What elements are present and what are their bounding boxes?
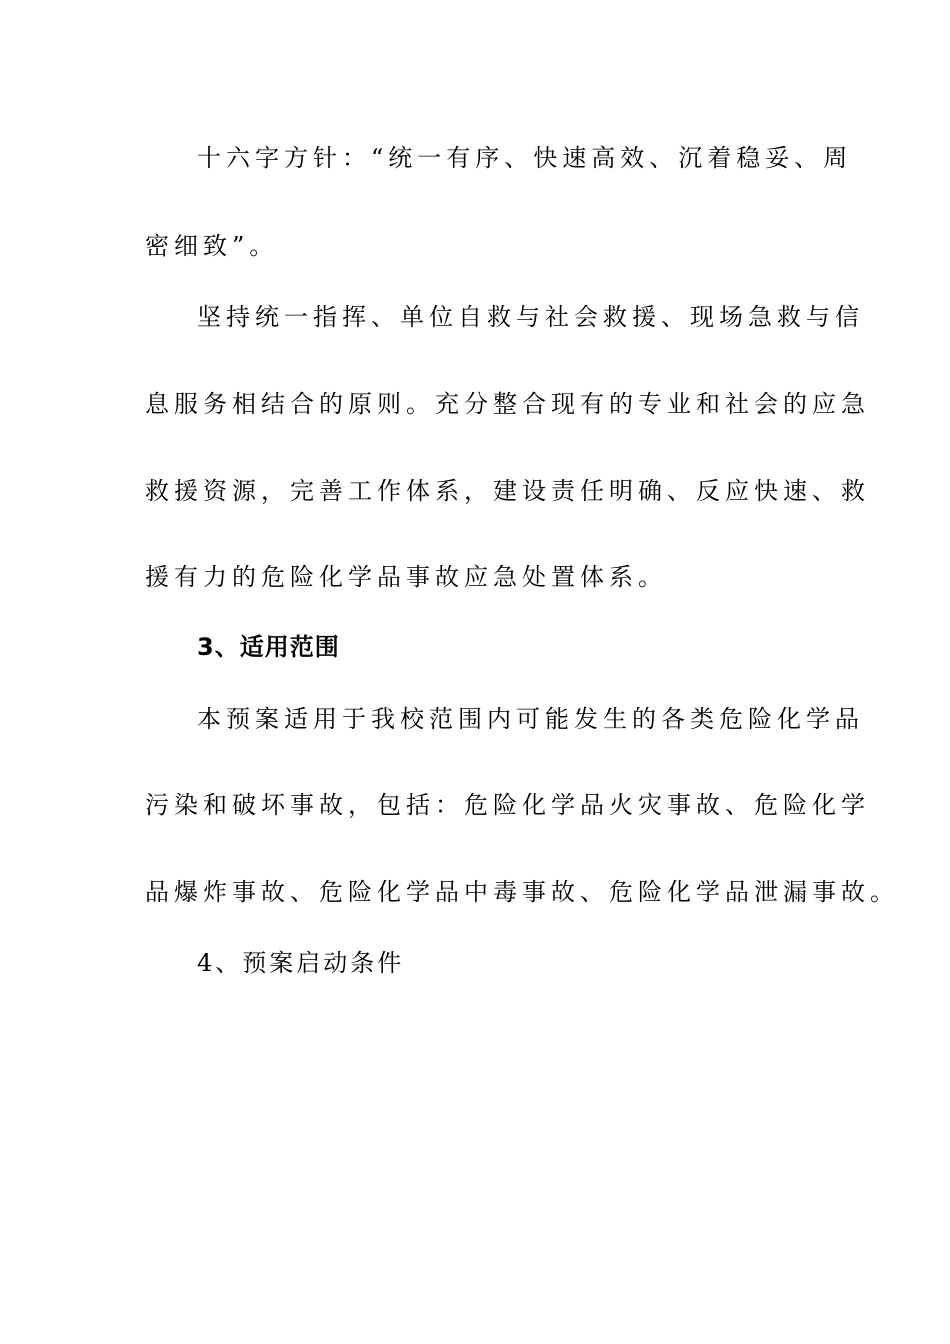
paragraph-principle-line-4: 援有力的危险化学品事故应急处置体系。: [145, 563, 667, 591]
paragraph-principle-line-1: 坚持统一指挥、单位自救与社会救援、现场急救与信: [197, 303, 864, 331]
section-heading-scope: 3、适用范围: [197, 633, 340, 661]
paragraph-scope-line-2: 污染和破坏事故，包括：危险化学品火灾事故、危险化学: [145, 791, 870, 819]
paragraph-guideline-line-1: 十六字方针：“统一有序、快速高效、沉着稳妥、周: [197, 144, 853, 172]
paragraph-guideline-line-2: 密细致”。: [145, 232, 279, 260]
paragraph-principle-line-3: 救援资源，完善工作体系，建设责任明确、反应快速、救: [145, 477, 870, 505]
paragraph-scope-line-3: 品爆炸事故、危险化学品中毒事故、危险化学品泄漏事故。: [145, 878, 899, 906]
paragraph-principle-line-2: 息服务相结合的原则。充分整合现有的专业和社会的应急: [145, 390, 870, 418]
paragraph-scope-line-1: 本预案适用于我校范围内可能发生的各类危险化学品: [197, 705, 864, 733]
section-heading-activation: 4、预案启动条件: [197, 949, 405, 977]
